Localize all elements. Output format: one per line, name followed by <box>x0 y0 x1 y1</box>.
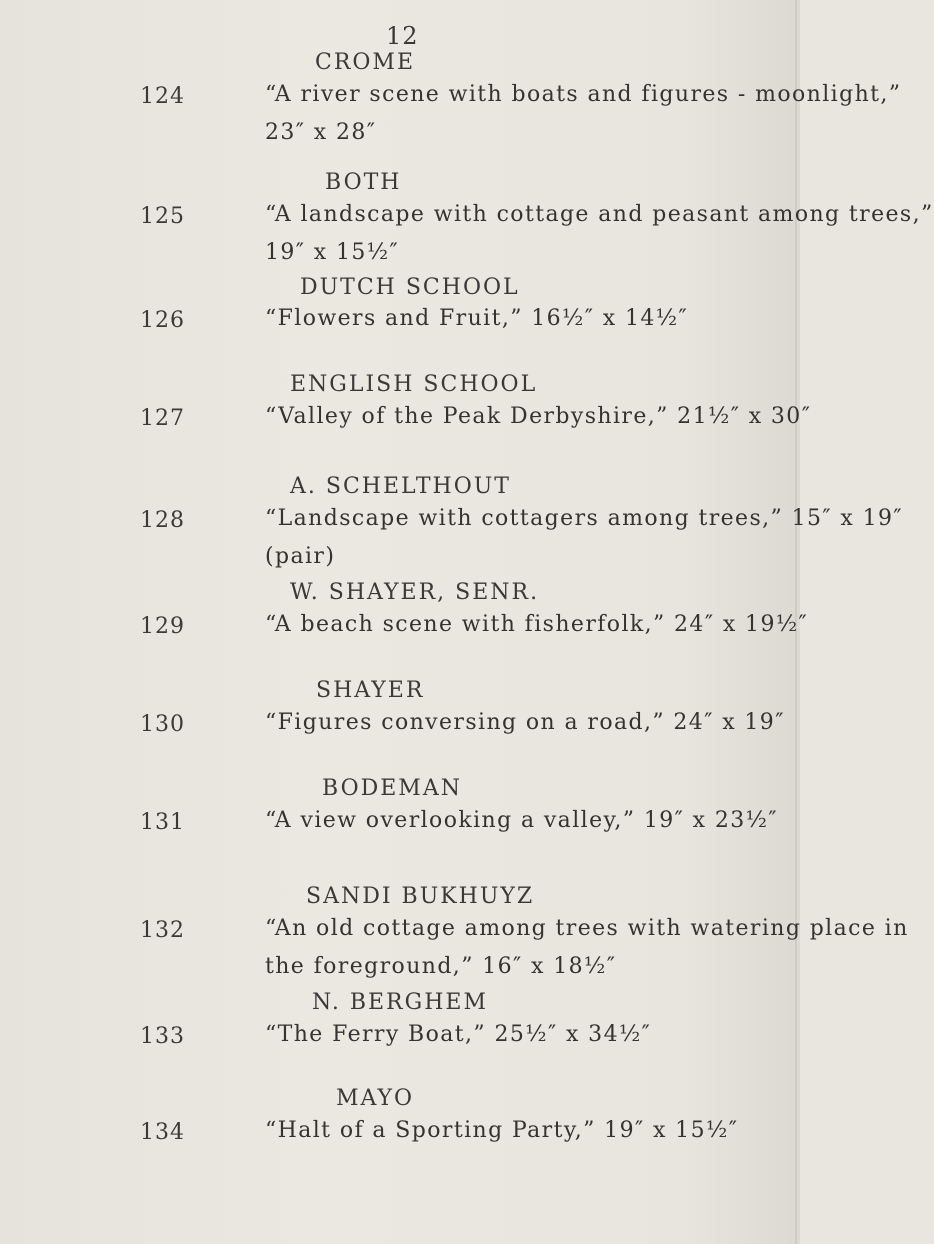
entry-description-line: “The Ferry Boat,” 25½″ x 34½″ <box>265 1022 652 1047</box>
entry-description-line: “A landscape with cottage and peasant among trees,” <box>265 202 934 227</box>
artist-name: SHAYER <box>316 678 425 703</box>
lot-number: 128 <box>140 508 185 533</box>
entry-description-line: “A river scene with boats and figures - moonlight,” <box>265 82 902 107</box>
artist-name: SANDI BUKHUYZ <box>306 884 535 909</box>
entry-description-line: the foreground,” 16″ x 18½″ <box>265 954 617 979</box>
lot-number: 124 <box>140 84 185 109</box>
artist-name: ENGLISH SCHOOL <box>290 372 538 397</box>
entry-description-line: 19″ x 15½″ <box>265 240 400 265</box>
lot-number: 134 <box>140 1120 185 1145</box>
entry-description-line: “Flowers and Fruit,” 16½″ x 14½″ <box>265 306 689 331</box>
page-number: 12 <box>386 22 419 50</box>
entry-description-line: “A view overlooking a valley,” 19″ x 23½″ <box>265 808 778 833</box>
lot-number: 126 <box>140 308 185 333</box>
entry-description-line: “An old cottage among trees with watering place in <box>265 916 909 941</box>
entry-description-line: “Valley of the Peak Derbyshire,” 21½″ x 30″ <box>265 404 812 429</box>
artist-name: BODEMAN <box>322 776 462 801</box>
artist-name: N. BERGHEM <box>312 990 488 1015</box>
lot-number: 131 <box>140 810 185 835</box>
artist-name: W. SHAYER, SENR. <box>290 580 540 605</box>
entry-description-line: “Figures conversing on a road,” 24″ x 19″ <box>265 710 785 735</box>
lot-number: 127 <box>140 406 185 431</box>
entry-description-line: “Halt of a Sporting Party,” 19″ x 15½″ <box>265 1118 739 1143</box>
entry-description-line: “Landscape with cottagers among trees,” 15″ x 19″ <box>265 506 903 531</box>
entry-description-line: (pair) <box>265 544 336 569</box>
entry-description-line: 23″ x 28″ <box>265 120 377 145</box>
lot-number: 125 <box>140 204 185 229</box>
artist-name: A. SCHELTHOUT <box>290 474 511 499</box>
artist-name: DUTCH SCHOOL <box>300 275 520 300</box>
artist-name: BOTH <box>325 170 402 195</box>
artist-name: CROME <box>315 50 416 75</box>
entry-description-line: “A beach scene with fisherfolk,” 24″ x 19½″ <box>265 612 809 637</box>
artist-name: MAYO <box>336 1086 415 1111</box>
lot-number: 130 <box>140 712 185 737</box>
lot-number: 132 <box>140 918 185 943</box>
lot-number: 133 <box>140 1024 185 1049</box>
lot-number: 129 <box>140 614 185 639</box>
